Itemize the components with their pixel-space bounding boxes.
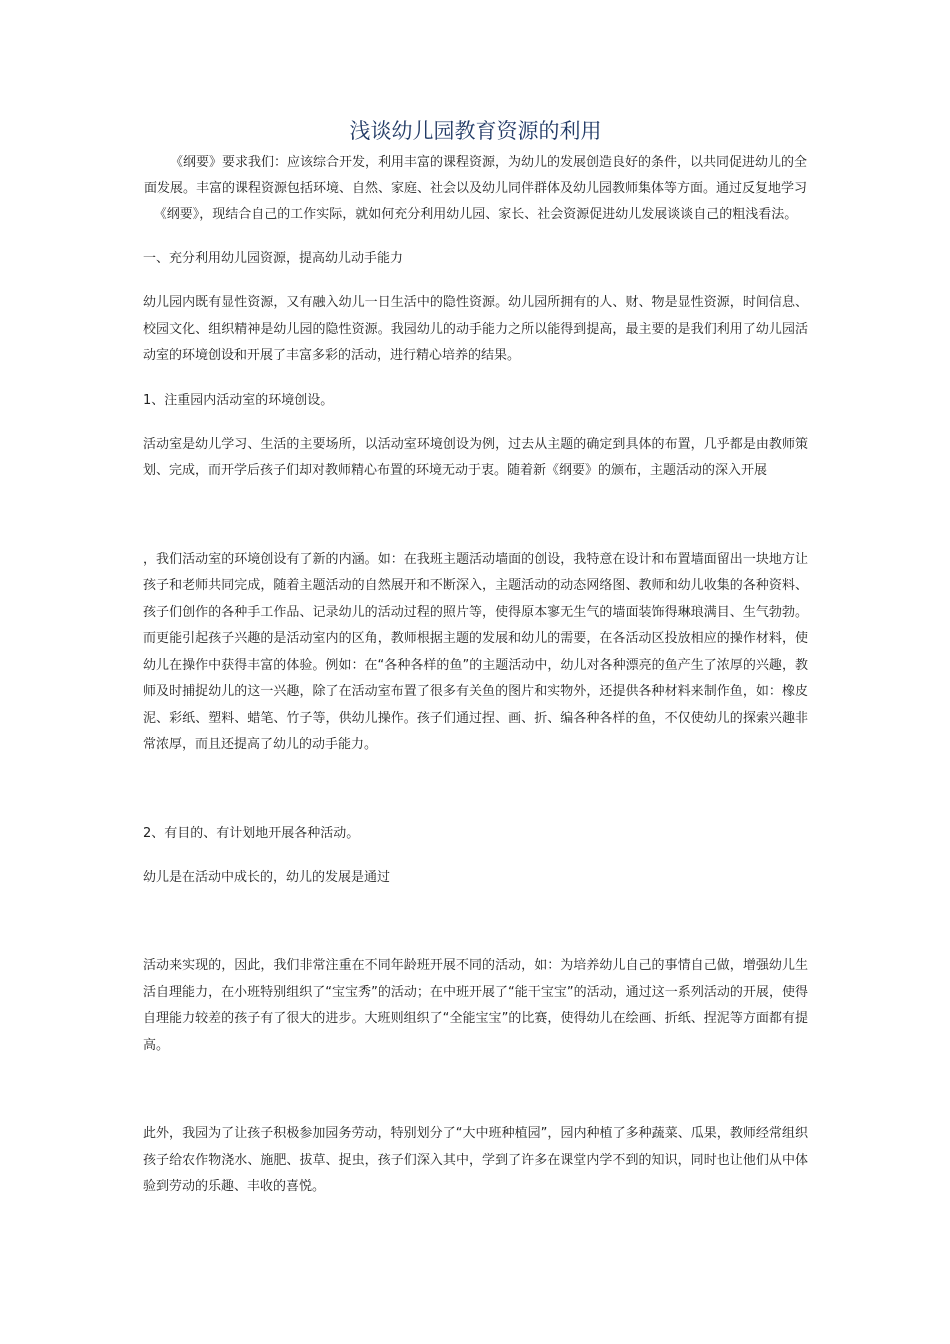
document-page: [143, 114, 808, 1201]
sub2-heading: 2、有目的、有计划地开展各种活动。: [143, 825, 360, 841]
section1-heading: 一、充分利用幼儿园资源，提高幼儿动手能力: [143, 251, 404, 266]
sub1-paragraph-b: ，我们活动室的环境创设有了新的内涵。如：在我班主题活动墙面的创设，我特意在设计和布置墙面留出一块地方让孩子和老师共同完成，随着主题活动的自然展开和不断深入，主题活动的动态网络图、教师和幼儿收集的各种资料、孩子们创作的各种手工作品、记录幼儿的活动过程的照片等，使得原本寥无生气的墙面装饰得琳琅满目、生气勃勃。而更能引起孩子兴趣的是活动室内的区角，教师根据主题的发展和幼儿的需要，在各活动区投放相应的操作材料，使幼儿在操作中获得丰富的体验。例如：在“各种各样的鱼”的主题活动中，幼儿对各种漂亮的鱼产生了浓厚的兴趣，教师及时捕捉幼儿的这一兴趣，除了在活动室布置了很多有关鱼的图片和实物外，还提供各种材料来制作鱼，如：橡皮泥、彩纸、塑料、蜡笔、竹子等，供幼儿操作。孩子们通过捏、画、折、编各种各样的鱼，不仅使幼儿的探索兴趣非常浓厚，而且还提高了幼儿的动手能力。: [143, 551, 808, 752]
intro-paragraph: 《纲要》要求我们：应该综合开发，利用丰富的课程资源，为幼儿的发展创造良好的条件，以共同促进幼儿的全面发展。丰富的课程资源包括环境、自然、家庭、社会以及幼儿同伴群体及幼儿园教师集体等方面。通过反复地学习《纲要》，现结合自己的工作实际，就如何充分利用幼儿园、家长、社会资源促进幼儿发展谈谈自己的粗浅看法。: [143, 155, 807, 222]
sub1-paragraph-a: 活动室是幼儿学习、生活的主要场所，以活动室环境创设为例，过去从主题的确定到具体的布置，几乎都是由教师策划、完成，而开学后孩子们却对教师精心布置的环境无动于衷。随着新《纲要》的颁布，主题活动的深入开展: [143, 436, 808, 478]
sub1-heading: 1、注重园内活动室的环境创设。: [143, 392, 334, 408]
sub2-paragraph-c: 此外，我园为了让孩子积极参加园务劳动，特别划分了“大中班种植园”，园内种植了多种蔬菜、瓜果，教师经常组织孩子给农作物浇水、施肥、拔草、捉虫，孩子们深入其中，学到了许多在课堂内学不到的知识，同时也让他们从中体验到劳动的乐趣、丰收的喜悦。: [143, 1126, 808, 1194]
sub2-paragraph-b: 活动来实现的，因此，我们非常注重在不同年龄班开展不同的活动，如：为培养幼儿自己的事情自己做，增强幼儿生活自理能力，在小班特别组织了“宝宝秀”的活动；在中班开展了“能干宝宝”的活动，通过这一系列活动的开展，使得自理能力较差的孩子有了很大的进步。大班则组织了“全能宝宝”的比赛，使得幼儿在绘画、折纸、捏泥等方面都有提高。: [143, 958, 808, 1053]
document-title: 浅谈幼儿园教育资源的利用: [349, 119, 602, 143]
sub2-paragraph-a: 幼儿是在活动中成长的，幼儿的发展是通过: [143, 869, 391, 885]
section1-paragraph: 幼儿园内既有显性资源，又有融入幼儿一日生活中的隐性资源。幼儿园所拥有的人、财、物是显性资源，时间信息、校园文化、组织精神是幼儿园的隐性资源。我园幼儿的动手能力之所以能得到提高，最主要的是我们利用了幼儿园活动室的环境创设和开展了丰富多彩的活动，进行精心培养的结果。: [143, 295, 808, 363]
